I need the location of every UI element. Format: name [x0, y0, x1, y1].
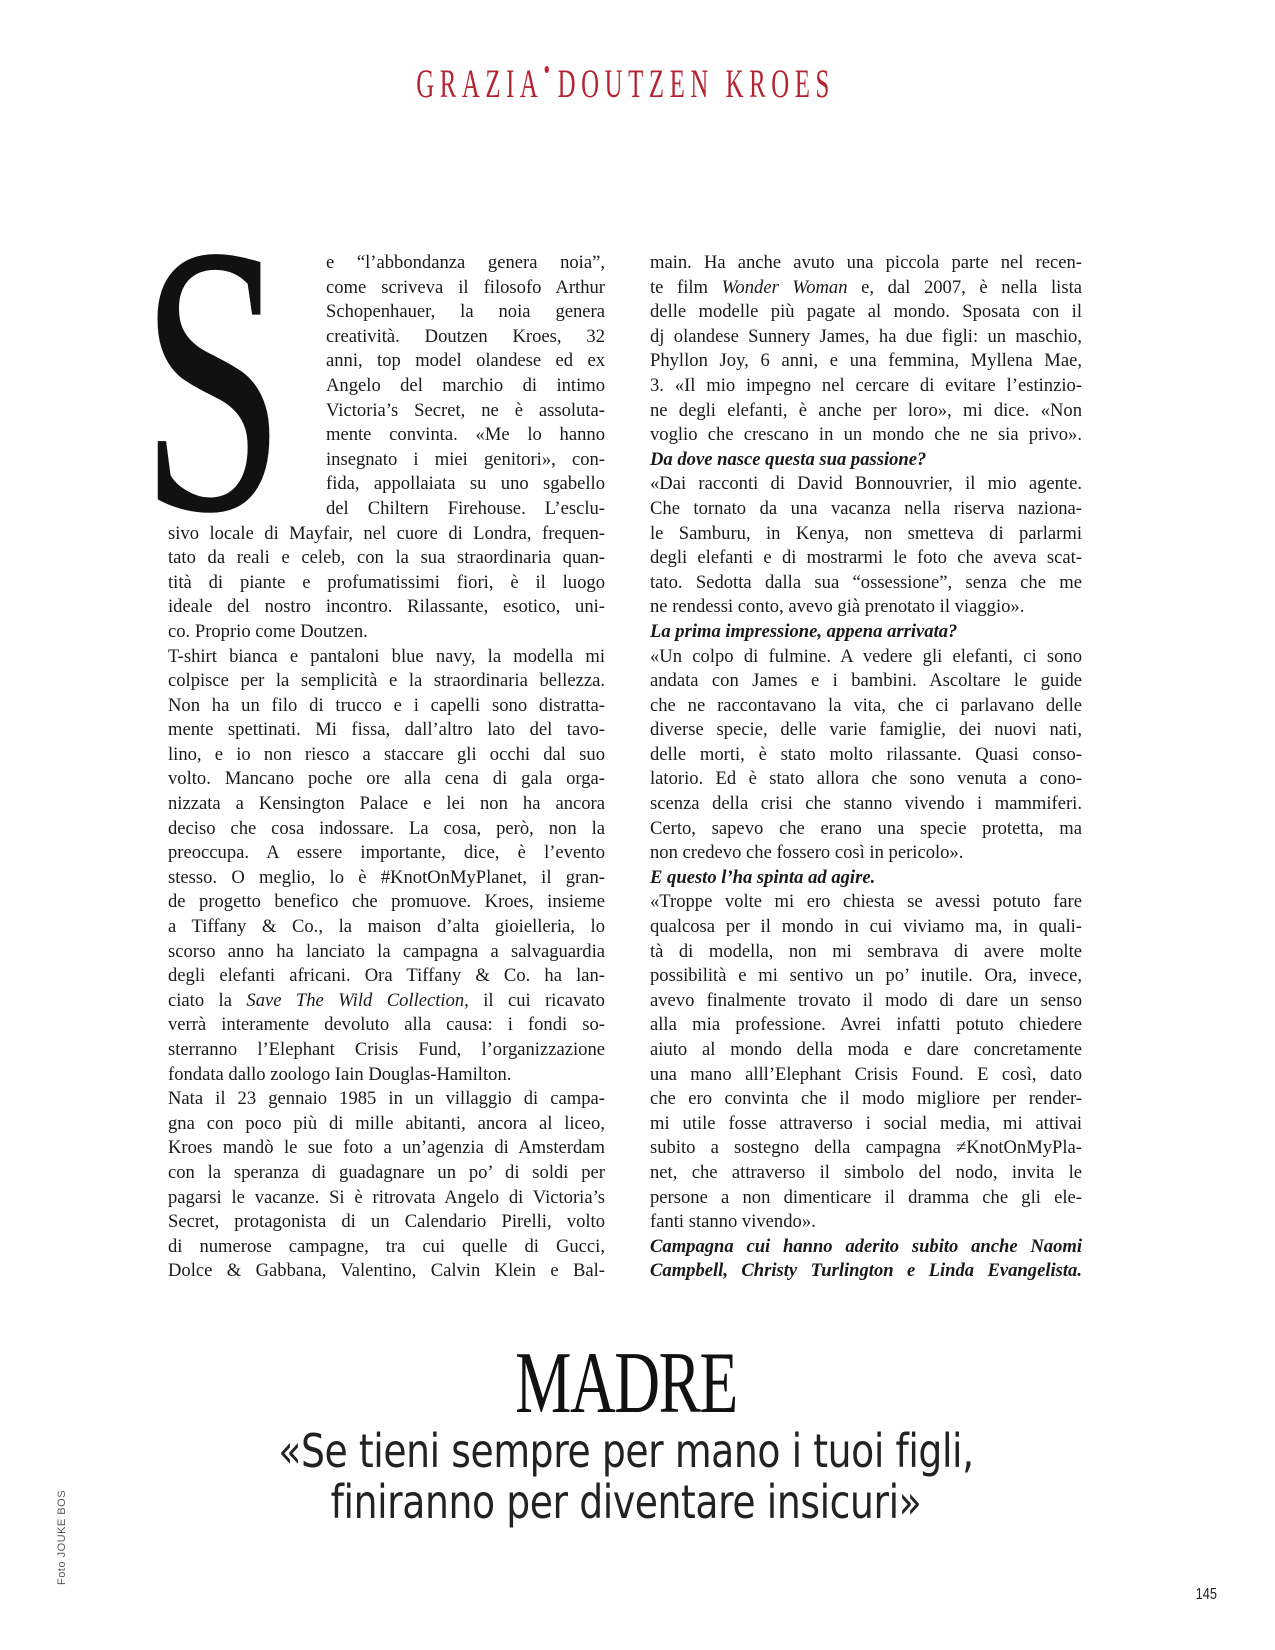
text-line: subito a sostegno della campagna ≠KnotOnMyPla-	[650, 1137, 1082, 1159]
paragraph	[650, 251, 1082, 448]
text-line: Campbell, Christy Turlington e Linda Evangelista.	[650, 1260, 1082, 1282]
text-line: non credevo che fossero così in pericolo».	[650, 842, 964, 864]
text-line: Da dove nasce questa sua passione?	[650, 448, 927, 470]
text-line: Schopenhauer, la noia genera	[326, 301, 605, 323]
text-line: «Un colpo di fulmine. A vedere gli elefanti, ci sono	[650, 645, 1082, 667]
text-line: scorso anno ha lanciato la campagna a salvaguardia	[168, 940, 605, 962]
text-line: main. Ha anche avuto una piccola parte nel recen-	[650, 252, 1082, 273]
text-line: delle morti, è stato molto rilassante. Quasi conso-	[650, 743, 1082, 765]
text-line: tità di piante e profumatissimi fiori, è il luogo	[168, 571, 605, 593]
text-line: Campagna cui hanno aderito subito anche Naomi	[650, 1235, 1082, 1257]
text-line: E questo l’ha spinta ad agire.	[650, 866, 876, 888]
text-line: degli elefanti africani. Ora Tiffany & Co. ha lan-	[168, 965, 605, 987]
pull-quote-line: finiranno per diventare insicuri»	[330, 1475, 922, 1529]
text-line: T-shirt bianca e pantaloni blue navy, la modella mi	[168, 645, 605, 667]
text-line: mi utile fosse attraverso i social media, mi attivai	[650, 1112, 1082, 1134]
text-segment: , il cui ricavato	[464, 989, 605, 1011]
paragraph	[650, 645, 1082, 866]
text-segment: ciato la	[168, 989, 247, 1011]
text-line: degli elefanti e di mostrarmi le foto che aveva scat-	[650, 547, 1082, 569]
text-line: le Samburu, in Kenya, non smetteva di parlarmi	[650, 522, 1082, 544]
text-line: avevo finalmente trovato il modo di dare un senso	[650, 989, 1082, 1011]
text-line: tato. Sedotta dalla sua “ossessione”, senza che me	[650, 571, 1082, 593]
text-line: fanti stanno vivendo».	[650, 1211, 816, 1233]
pull-quote-title	[0, 1335, 1252, 1432]
text-line: «Troppe volte mi ero chiesta se avessi potuto fare	[650, 891, 1082, 913]
text-line: mente spettinati. Mi fissa, dall’altro lato del tavo-	[168, 719, 605, 741]
pull-quote	[0, 1426, 1252, 1528]
text-line: tà di modella, non mi sembrava di avere molte	[650, 940, 1082, 962]
header-title: DOUTZEN KROES	[558, 61, 836, 106]
text-line: persone a non dimenticare il dramma che gli ele-	[650, 1186, 1082, 1208]
text-line: Victoria’s Secret, ne è assoluta-	[326, 399, 605, 421]
text-line: ne rendessi conto, avevo già prenotato il viaggio».	[650, 596, 1025, 618]
drop-cap: S	[140, 167, 286, 593]
text-line: Dolce & Gabbana, Valentino, Calvin Klein e Bal-	[168, 1260, 605, 1282]
pull-quote-line: «Se tieni sempre per mano i tuoi figli,	[278, 1424, 974, 1478]
photo-credit: Foto JOUKE BOS	[56, 1489, 68, 1585]
text-line: deciso che cosa indossare. La cosa, però, non la	[168, 817, 605, 839]
text-line: sterranno l’Elephant Crisis Fund, l’organizzazione	[168, 1039, 605, 1060]
text-line: Non ha un filo di trucco e i capelli sono distratta-	[168, 694, 605, 716]
text-line: Certo, sapevo che erano una specie protetta, ma	[650, 817, 1082, 839]
italic-title: Save The Wild Collection	[246, 989, 465, 1011]
text-line: del Chiltern Firehouse. L’esclu-	[326, 497, 605, 519]
text-line: creatività. Doutzen Kroes, 32	[326, 325, 605, 347]
interview-question	[650, 448, 1082, 473]
interview-question	[650, 866, 1082, 891]
interview-question	[650, 620, 1082, 645]
text-line: de progetto benefico che promuove. Kroes, insieme	[168, 891, 605, 913]
paragraph	[168, 1087, 605, 1284]
text-segment: e, dal 2007, è nella lista	[847, 276, 1083, 298]
text-line: alla mia professione. Avrei infatti potuto chiedere	[650, 1014, 1082, 1036]
text-line: lino, e io non riesco a staccare gli occhi dal suo	[168, 743, 605, 765]
text-line: insegnato i miei genitori», con-	[326, 448, 605, 470]
running-header	[0, 60, 1252, 107]
text-line: Secret, protagonista di un Calendario Pirelli, volto	[168, 1211, 605, 1233]
text-segment: te film	[650, 276, 722, 298]
text-line: ne degli elefanti, è anche per loro», mi dice. «Non	[650, 399, 1082, 421]
paragraph	[650, 890, 1082, 1234]
text-line: stesso. O meglio, lo è #KnotOnMyPlanet, il gran-	[168, 866, 605, 888]
page-number: 145	[1195, 1586, 1218, 1603]
paragraph	[650, 472, 1082, 620]
text-line: aiuto al mondo della moda e dare concretamente	[650, 1039, 1082, 1060]
text-line: volto. Mancano poche ore alla cena di gala orga-	[168, 768, 605, 790]
paragraph	[168, 251, 605, 645]
text-line: diverse specie, delle varie famiglie, dei nuovi nati,	[650, 719, 1082, 741]
magazine-brand: GRAZIA	[416, 61, 544, 106]
interview-question	[650, 1235, 1082, 1284]
text-line: 3. «Il mio impegno nel cercare di evitare l’estinzio-	[650, 374, 1082, 396]
text-line: net, che attraverso il simbolo del nodo, invita le	[650, 1161, 1082, 1183]
text-line	[168, 989, 605, 1014]
text-line: anni, top model olandese ed ex	[326, 350, 605, 372]
text-line: una mano alll’Elephant Crisis Found. E così, dato	[650, 1063, 1082, 1085]
text-line: scenza della crisi che stanno vivendo i mammiferi.	[650, 793, 1082, 815]
text-line: La prima impressione, appena arrivata?	[650, 620, 958, 642]
text-line: di numerose campagne, tra cui quelle di Gucci,	[168, 1235, 605, 1257]
text-line: mente convinta. «Me lo hanno	[326, 424, 605, 446]
text-line: co. Proprio come Doutzen.	[168, 620, 368, 642]
text-line: voglio che crescano in un mondo che ne sia privo».	[650, 424, 1082, 446]
text-line: dj olandese Sunnery James, ha due figli: un maschio,	[650, 325, 1082, 347]
text-line: gna con poco più di mille abitanti, ancora al liceo,	[168, 1112, 605, 1134]
text-line: sivo locale di Mayfair, nel cuore di Londra, frequen-	[168, 522, 605, 544]
italic-title: Wonder Woman	[721, 276, 848, 298]
text-line: colpisce per la semplicità e la straordinaria bellezza.	[168, 670, 605, 692]
text-line: Angelo del marchio di intimo	[326, 374, 605, 396]
article-column-right	[650, 251, 1082, 1284]
text-line: e “l’abbondanza genera noia”,	[326, 252, 605, 273]
paragraph	[168, 645, 605, 1088]
text-line: con la speranza di guadagnare un po’ di soldi per	[168, 1161, 605, 1183]
text-line: Phyllon Joy, 6 anni, e una femmina, Myllena Mae,	[650, 350, 1082, 372]
text-line: qualcosa per il mondo in cui viviamo ma, in quali-	[650, 916, 1082, 938]
text-line: andata con James e i bambini. Ascoltare le guide	[650, 670, 1082, 692]
text-line: come scriveva il filosofo Arthur	[326, 276, 605, 298]
text-line: fida, appollaiata su uno sgabello	[326, 473, 605, 495]
text-line: verrà interamente devoluto alla causa: i fondi so-	[168, 1014, 605, 1036]
text-line: tato da reali e celeb, con la sua straordinaria quan-	[168, 547, 605, 569]
article-column-left	[168, 251, 605, 1284]
text-line: pagarsi le vacanze. Si è ritrovata Angelo di Victoria’s	[168, 1186, 605, 1208]
text-line: a Tiffany & Co., la maison d’alta gioielleria, lo	[168, 916, 605, 938]
text-line: Che tornato da una vacanza nella riserva naziona-	[650, 497, 1082, 519]
text-line: nizzata a Kensington Palace e lei non ha ancora	[168, 793, 605, 815]
text-line: ideale del nostro incontro. Rilassante, esotico, uni-	[168, 596, 605, 618]
text-line: fondata dallo zoologo Iain Douglas-Hamilton.	[168, 1063, 512, 1085]
text-line	[650, 276, 1082, 301]
brand-dot-icon	[545, 66, 549, 73]
pull-quote-heading: MADRE	[515, 1335, 737, 1432]
text-line: che ne raccontavano la vita, che ci parlavano delle	[650, 694, 1082, 716]
text-line: «Dai racconti di David Bonnouvrier, il mio agente.	[650, 473, 1082, 495]
text-line: possibilità e mi sentivo un po’ inutile. Ora, invece,	[650, 965, 1082, 987]
text-line: che ero convinta che il modo migliore per render-	[650, 1088, 1082, 1110]
text-line: Nata il 23 gennaio 1985 in un villaggio di campa-	[168, 1088, 605, 1110]
text-line: Kroes mandò le sue foto a un’agenzia di Amsterdam	[168, 1137, 605, 1159]
text-line: delle modelle più pagate al mondo. Sposata con il	[650, 301, 1082, 323]
text-line: preoccupa. A essere importante, dice, è l’evento	[168, 842, 605, 864]
text-line: latorio. Ed è stato allora che sono venuta a cono-	[650, 768, 1082, 790]
